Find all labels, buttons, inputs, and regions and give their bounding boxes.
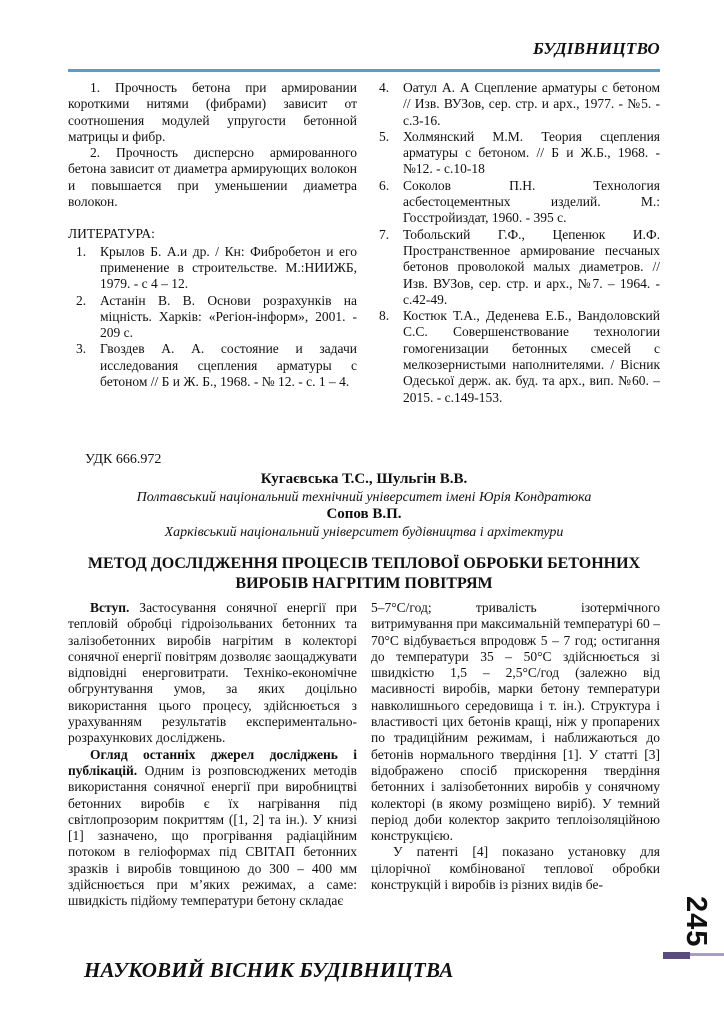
reference-item: [68, 244, 357, 293]
reference-text: Астанін В. В. Основи розрахунків на міцність. Харків: «Регіон-інформ», 2001. - 209 с.: [100, 292, 357, 341]
body-left-column: [68, 600, 357, 910]
reference-number: 3.: [76, 341, 87, 357]
reference-number: 8.: [379, 308, 390, 324]
reference-text: Холмянский М.М. Теория сцепления арматуры с бетоном. // Б и Ж.Б., 1968. - №12. - с.10-18: [403, 128, 660, 177]
reference-number: 5.: [379, 128, 390, 144]
top-section: [68, 80, 660, 406]
paragraph-text: 5–7°С/год; тривалість ізотермічного витримування при максимальній температурі 60 – 70°С відбувається впродовж 5 – 7 год; остигання до температури 35 – 50°С здійснюється зі швидкістю 1,5 – 2,5°С/год (залежно від масивності виробів, марки бетону температури навколишнього середовища і т. ін.). Структура і властивості цих бетонів кращі, ніж у пропарених по традиційним режимам, і наближаються до бетонів нормального твердіння [1]. У статті [3] відображено спосіб прискорення твердіння бетонних і залізобетонних виробів у сонячному колекторі (в якому розміщено виріб). У темний період доби колектор закрито теплоізоляційною конструкцією.: [371, 600, 660, 844]
authors-line-primary: Кугаєвська Т.С., Шульгін В.В.: [260, 471, 468, 487]
paragraph-text: Одним із розповсюджених методів використання сонячної енергії при виробництві бетонних виробів є їх нагрівання під світлопрозорим покриттям ([1, 2] та ін.). У книзі [1] зазначено, що прогрівання радіаційним потоком в геліоформах під СВІТАП бетонних зразків і виробів товщиною до 300 – 400 мм здійснюється при м’яких режимах, а саме: швидкість підйому температури бетону складає: [68, 762, 357, 909]
reference-number: 6.: [379, 177, 390, 193]
conclusion-paragraph: 2. Прочность дисперсно армированного бетона зависит от диаметра армирующих волокон и повышается при уменьшении диаметра волокон.: [68, 145, 357, 210]
page-number-bar-dark: [663, 952, 690, 959]
reference-number: 7.: [379, 226, 390, 242]
paragraph-text: У патенті [4] показано установку для цілорічної комбінованої теплової обробки конструкцій і виробів із різних видів бе-: [371, 844, 660, 893]
affiliation-secondary: Харківський національний університет будівництва і архітектури: [164, 524, 564, 540]
top-right-column: [371, 80, 660, 406]
reference-text: Тобольский Г.Ф., Цепенюк И.Ф. Пространственное армирование песчаных бетонов проволокой малых диаметров. // Изв. ВУЗов, сер. стр. и арх., №7. – 1964. - с.42-49.: [403, 226, 660, 307]
reference-text: Соколов П.Н. Технология асбестоцементных изделий. М.: Госстройиздат, 1960. - 395 с.: [403, 177, 660, 226]
page-number-bar-light: [690, 953, 724, 956]
top-left-column: [68, 80, 357, 406]
reference-item: [371, 178, 660, 227]
paragraph-lead: Огляд останніх джерел досліджень і публікацій.: [68, 746, 357, 778]
paragraph-lead: Вступ.: [90, 600, 130, 615]
page-number: 245: [680, 896, 712, 948]
reference-text: Крылов Б. А.и др. / Кн: Фибробетон и его применение в строительстве. М.:НИИЖБ, 1979. - с 4 – 12.: [100, 243, 357, 292]
article-header: [68, 451, 660, 593]
reference-text: Гвоздев А. А. состояние и задачи исследования сцепления арматуры с бетоном // Б и Ж. Б., 1968. - № 12. - с. 1 – 4.: [100, 341, 357, 390]
body-paragraph-intro: [68, 600, 357, 747]
literature-heading: ЛИТЕРАТУРА:: [68, 226, 155, 242]
reference-number: 1.: [76, 243, 87, 259]
conclusion-paragraph: 1. Прочность бетона при армировании короткими нитями (фибрами) зависит от соотношения модулей упругости бетонной матрицы и фибр.: [68, 80, 357, 144]
reference-number: 2.: [76, 292, 87, 308]
reference-item: [371, 80, 660, 129]
body-paragraph-patent: [371, 844, 660, 893]
body-paragraph-continuation: [371, 600, 660, 844]
body-right-column: [371, 600, 660, 910]
article-title: МЕТОД ДОСЛІДЖЕННЯ ПРОЦЕСІВ ТЕПЛОВОЇ ОБРОБКИ БЕТОННИХ ВИРОБІВ НАГРІТИМ ПОВІТРЯМ: [87, 555, 641, 592]
reference-text: Оатул А. А Сцепление арматуры с бетоном // Изв. ВУЗов, сер. стр. и арх., 1977. - №5. - с.3-16.: [403, 80, 660, 128]
reference-item: [371, 308, 660, 406]
reference-text: Костюк Т.А., Деденева Е.Б., Вандоловский С.С. Совершенствование технологии гомогенизации бетонных смесей с мелкозернистыми наполнителями. / Вісник Одеської держ. ак. буд. та арх., вип. №60. – 2015. - с.149-153.: [403, 308, 660, 405]
header-section-label: БУДІВНИЦТВО: [532, 39, 660, 58]
body-paragraph-review: [68, 747, 357, 910]
authors-line-secondary: Сопов В.П.: [326, 506, 402, 522]
reference-item: [68, 293, 357, 342]
article-body: [68, 600, 660, 910]
affiliation-primary: Полтавський національний технічний університет імені Юрія Кондратюка: [136, 489, 592, 505]
udc-code: УДК 666.972: [85, 452, 162, 467]
reference-number: 4.: [379, 80, 390, 95]
reference-item: [371, 227, 660, 308]
journal-footer-title: НАУКОВИЙ ВІСНИК БУДІВНИЦТВА: [84, 958, 454, 982]
reference-item: [68, 341, 357, 390]
paragraph-text: Застосування сонячної енергії при тепловій обробці гідроізольваних бетонних та залізобетонних виробів нагрітим в колекторі сонячної енергії повітрям дозволяє заощаджувати відповідні енерговитрати. Техніко-економічне обгрунтування умов, за яких доцільно використання цього процесу, здійснюється з урахуванням результатів експериментально-розрахункових досліджень.: [68, 600, 357, 746]
reference-item: [371, 129, 660, 178]
header-rule: [68, 69, 660, 72]
